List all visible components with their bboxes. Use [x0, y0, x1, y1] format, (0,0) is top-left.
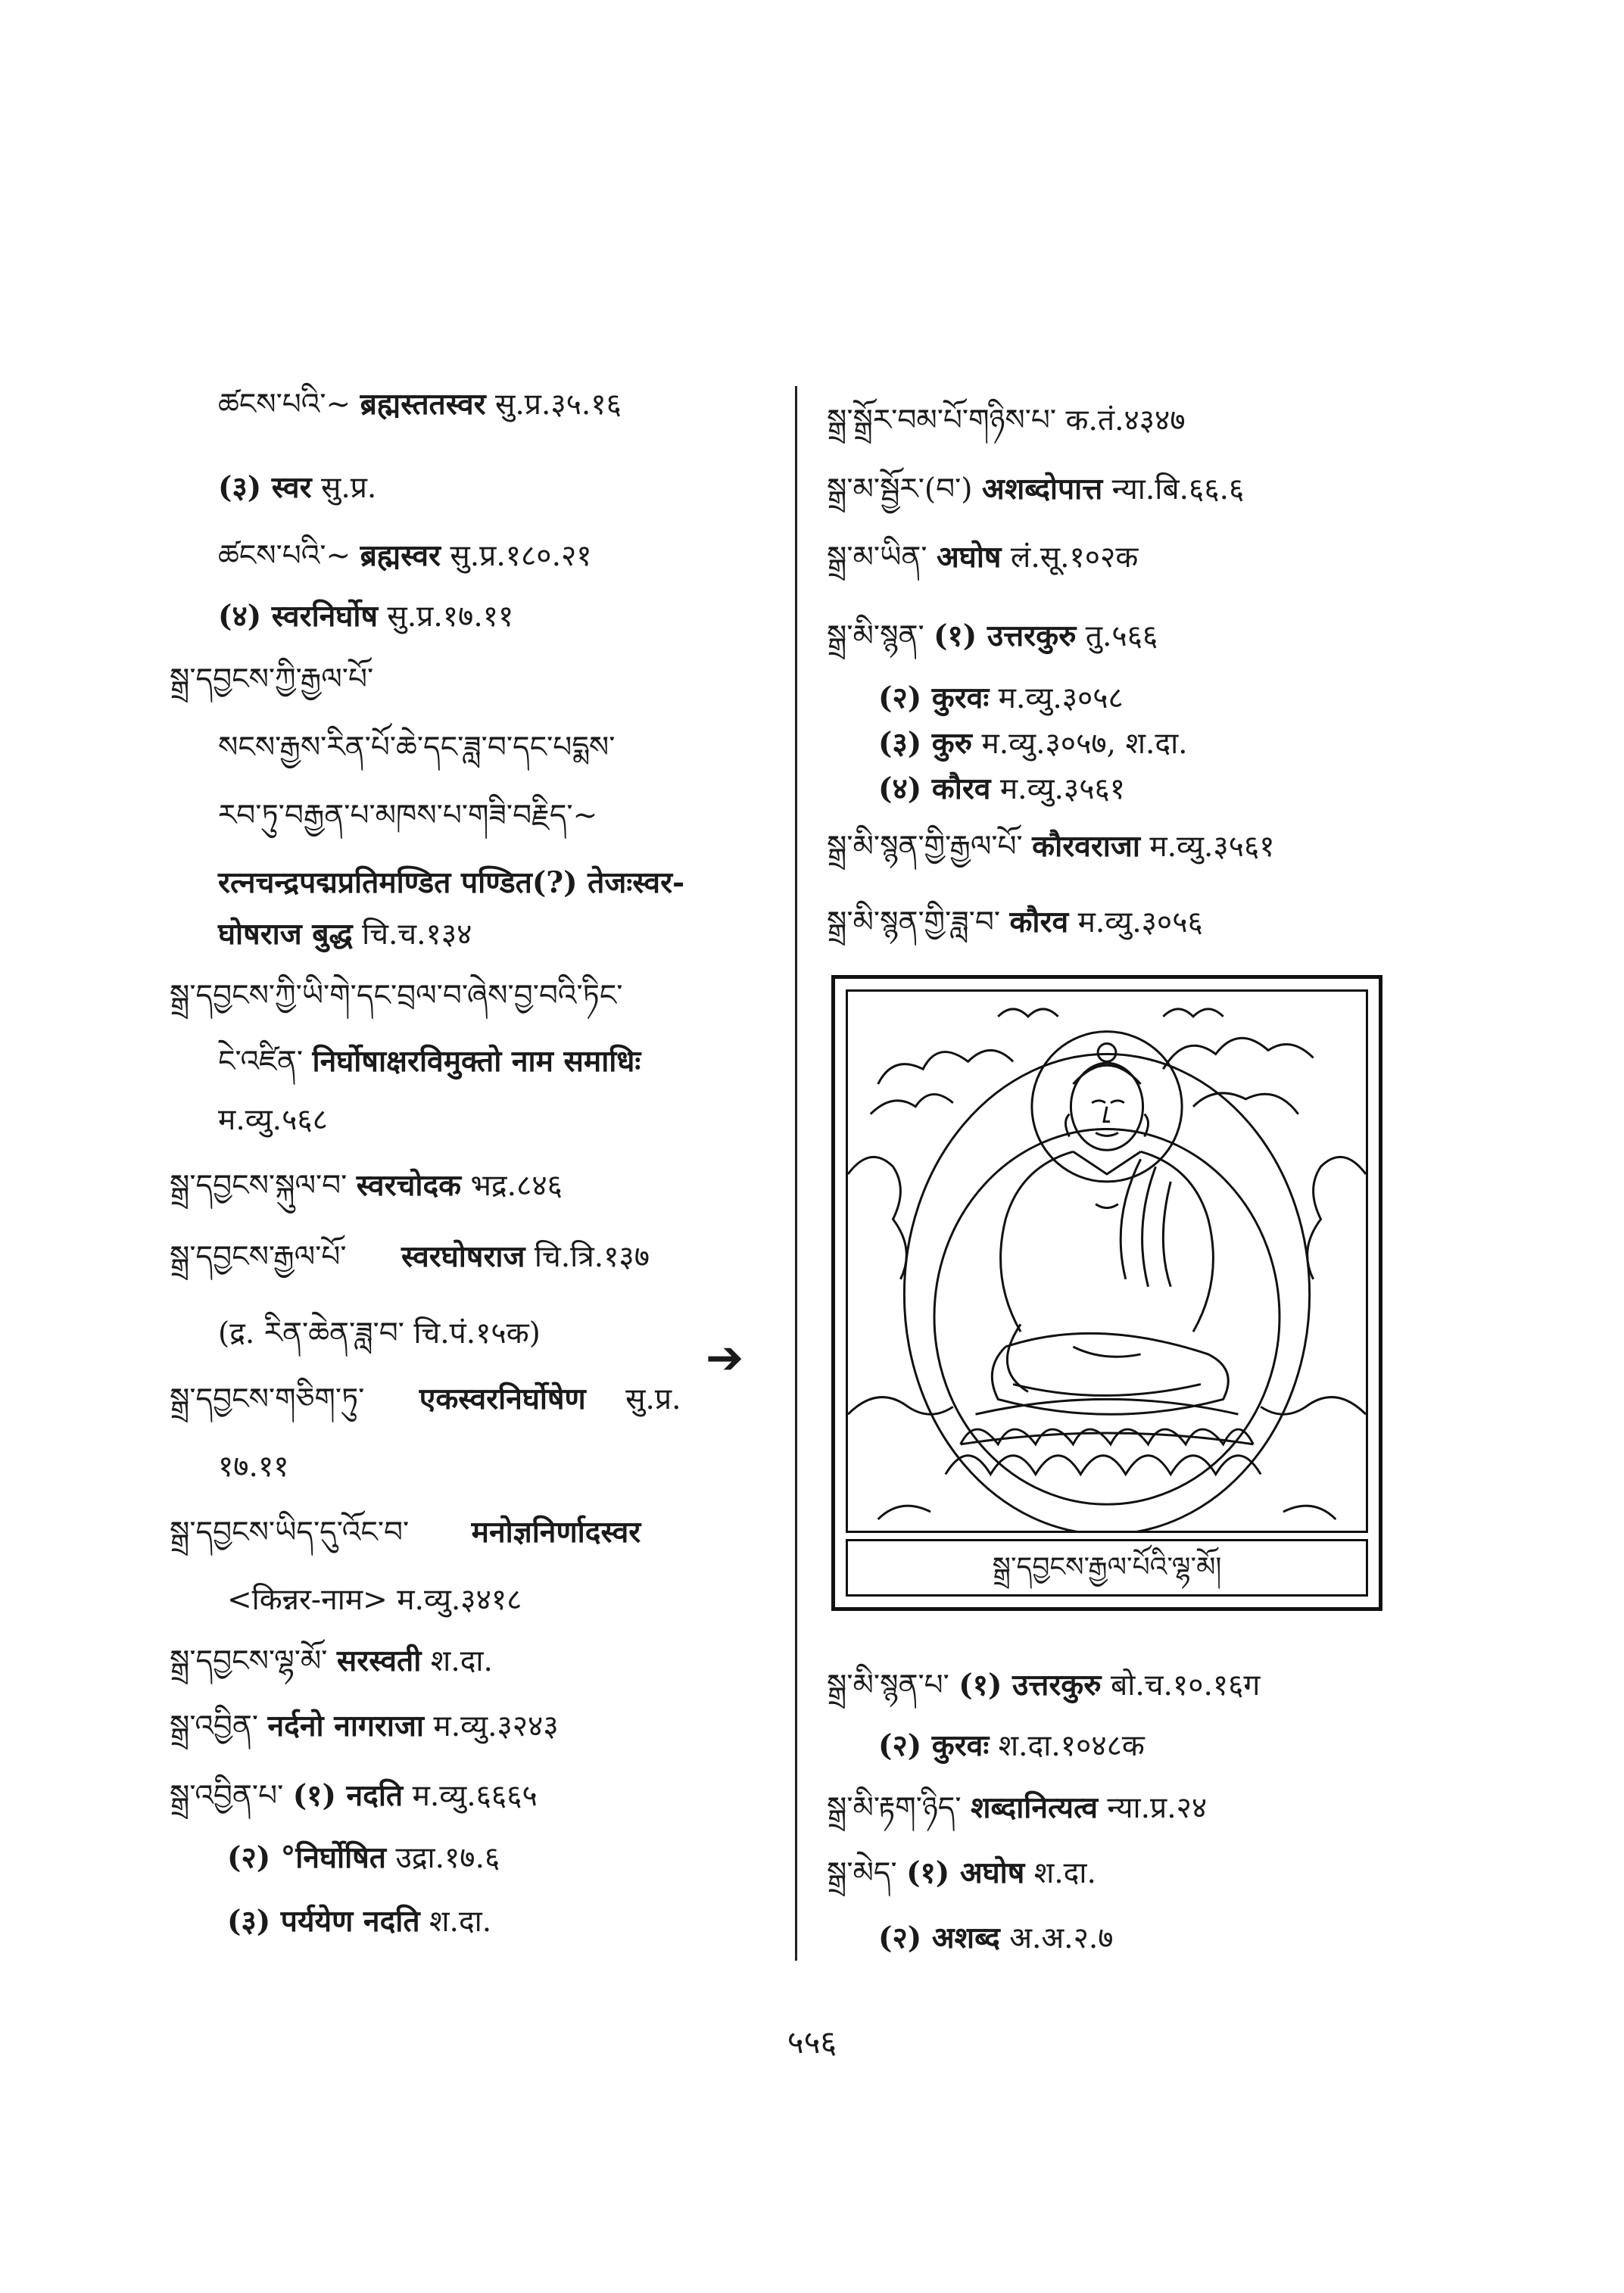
reference: क.तं.४३४७ — [1065, 403, 1186, 438]
reference: श.दा. — [430, 1644, 493, 1678]
reference: श.दा. — [1033, 1856, 1096, 1890]
reference: बो.च.१०.१६ग — [1110, 1668, 1261, 1703]
entry-line — [218, 385, 622, 425]
headword — [170, 1776, 538, 1816]
sanskrit-term: (१) अघोष — [906, 1855, 1025, 1890]
headword — [827, 469, 1244, 509]
headword — [827, 1788, 1207, 1828]
entry-line — [218, 597, 513, 637]
arrow-right-icon: ➔ — [706, 1332, 744, 1385]
reference: म.व्यु.६६६५ — [412, 1779, 538, 1813]
seated-buddha-drawing — [848, 992, 1366, 1531]
reference: चि.च.१३४ — [362, 918, 472, 952]
entry-line — [218, 1314, 541, 1354]
headword — [827, 827, 1275, 867]
entry-line — [878, 769, 1125, 809]
sanskrit-term: निर्घोषाक्षरविमुक्तो नाम समाधिः — [312, 1044, 641, 1079]
headword — [170, 1641, 493, 1681]
page-number: ५५६ — [787, 2024, 837, 2061]
illustration-frame — [846, 989, 1368, 1533]
entry-line — [227, 1838, 500, 1878]
tibetan-term: སྒྲ་འབྱིན་པ་ — [170, 1779, 284, 1813]
sanskrit-term: (१) उत्तरकुरु — [959, 1668, 1102, 1703]
buddha-illustration — [831, 975, 1382, 1611]
entry-line — [218, 863, 684, 903]
reference: तु.५६६ — [1085, 619, 1158, 653]
column-divider — [795, 386, 797, 1961]
reference: <किन्नर-नाम> म.व्यु.३४१८ — [227, 1583, 522, 1617]
tibetan-term: སྒྲ་དབྱངས་རྒྱལ་པོ་ — [170, 1240, 347, 1274]
sanskrit-term: रत्नचन्द्रपद्मप्रतिमण्डित पण्डित(?) तेजःस्वर- — [218, 865, 685, 900]
tibetan-term: སྒྲ་མ་ཡིན་ — [827, 541, 927, 575]
sanskrit-term: अघोष — [936, 540, 1002, 575]
reference: श.दा.१०४८क — [998, 1729, 1145, 1763]
entry-line — [878, 678, 1124, 718]
tibetan-term: སྒྲ་དབྱངས་སྐུལ་བ་ — [170, 1169, 348, 1203]
sanskrit-term: (३) स्वर — [218, 470, 312, 505]
tibetan-term: སྒྲ་འབྱིན་ — [170, 1709, 259, 1743]
headword — [170, 1166, 563, 1206]
sanskrit-term: (४) स्वरनिर्घोष — [218, 599, 379, 634]
reference: सु.प्र.३५.१६ — [495, 388, 622, 422]
sanskrit-term: नर्दनो नागराजा — [267, 1709, 425, 1743]
tibetan-term: སྒྲ་མེད་ — [827, 1856, 897, 1890]
sanskrit-term: एकस्वरनिर्घोषेण — [419, 1382, 586, 1416]
entry-line — [227, 1902, 491, 1942]
sanskrit-term: मनोज्ञनिर्णादस्वर — [471, 1515, 641, 1550]
sanskrit-term: (३) कुरु — [878, 726, 973, 761]
entry-line — [227, 1581, 522, 1620]
headword — [827, 401, 1186, 441]
tibetan-term: སྒྲ་མི་སྙན་གྱི་རྒྱལ་པོ་ — [827, 830, 1023, 864]
tibetan-term: སངས་རྒྱས་རིན་པོ་ཆེ་དང་ཟླ་བ་དང་པདྨས་ — [218, 731, 616, 765]
entry-line — [218, 468, 376, 508]
tibetan-term: ཚངས་པའི་~ — [218, 539, 351, 573]
headword — [827, 1853, 1096, 1893]
tibetan-term: སྒྲ་མི་སྙན་པ་ — [827, 1668, 949, 1703]
reference: भद्र.८४६ — [470, 1169, 563, 1203]
reference: सु.प्र.१८०.२१ — [450, 539, 592, 573]
entry-line — [878, 1918, 1114, 1958]
tibetan-term: སྒྲ་མ་སྦྱོར་(བ་) — [827, 472, 973, 506]
sanskrit-term: स्वरघोषराज — [401, 1239, 525, 1274]
reference: चि.पं.१५क) — [413, 1316, 541, 1351]
tibetan-term: སྒྲ་དབྱངས་ལྷ་མོ་ — [170, 1644, 328, 1678]
headword — [170, 1706, 559, 1746]
sanskrit-term: कौरव — [1009, 905, 1069, 939]
sanskrit-term: घोषराज बुद्ध — [218, 917, 353, 952]
entry-line — [218, 914, 472, 955]
entry-line — [218, 1042, 641, 1082]
headword — [170, 1379, 681, 1419]
tibetan-term: སྒྲ་དབྱངས་ཀྱི་རྒྱལ་པོ་ — [170, 662, 374, 696]
reference: म.व्यु.३२४३ — [433, 1709, 559, 1743]
sanskrit-term: कौरवराजा — [1032, 829, 1140, 864]
entry-line — [218, 1101, 328, 1140]
reference: सु.प्र. — [320, 471, 377, 505]
sanskrit-term: अशब्दोपात्त — [981, 472, 1103, 506]
tibetan-term: སྒྲ་དབྱངས་ཀྱི་ཡི་གེ་དང་བྲལ་བ་ཞེས་བྱ་བའི་ཏིང་ — [170, 979, 623, 1013]
entry-line — [218, 536, 592, 576]
sanskrit-term: (२) कुरवः — [878, 1728, 990, 1763]
sanskrit-term: शब्दानित्यत्व — [970, 1790, 1098, 1825]
reference: अ.अ.२.७ — [1009, 1921, 1114, 1955]
headword — [170, 1237, 650, 1277]
entry-line — [878, 1726, 1145, 1766]
reference: चि.त्रि.१३७ — [534, 1240, 650, 1274]
tibetan-term: སྒྲ་དབྱངས་ཡིད་དུ་འོང་བ་ — [170, 1516, 410, 1550]
reference: म.व्यु.३०५७, श.दा. — [981, 727, 1188, 761]
entry-line — [878, 724, 1188, 764]
tibetan-term: སྒྲ་མི་སྙན་ — [827, 619, 924, 653]
reference: लं.सू.१०२क — [1010, 541, 1139, 575]
entry-line — [218, 728, 615, 768]
tibetan-term: (द्र. རིན་ཆེན་ཟླ་བ་ — [218, 1316, 404, 1351]
reference: म.व्यु.५६८ — [218, 1103, 328, 1137]
headword — [170, 660, 373, 699]
sanskrit-term: (१) उत्तरकुरु — [934, 618, 1077, 653]
reference: म.व्यु.३५६१ — [999, 772, 1126, 806]
sanskrit-term: सरस्वती — [336, 1643, 422, 1678]
reference: म.व्यु.३०५६ — [1077, 905, 1203, 939]
entry-line — [218, 796, 597, 836]
reference: सु.प्र.१७.११ — [387, 600, 514, 634]
figure-caption: སྒྲ་དབྱངས་རྒྱལ་པོའི་ལྷ་མོ། — [846, 1539, 1368, 1597]
sanskrit-term: (२) कुरवः — [878, 681, 990, 715]
headword — [827, 537, 1138, 578]
headword — [170, 1513, 641, 1553]
headword — [170, 977, 623, 1016]
reference: श.दा. — [429, 1905, 492, 1939]
sanskrit-term: (२) °निर्घोषित — [227, 1840, 387, 1875]
sanskrit-term: (१) नदति — [292, 1778, 404, 1813]
headword — [827, 616, 1158, 656]
sanskrit-term: ब्रह्मस्वर — [360, 538, 441, 573]
reference: न्या.बि.६६.६ — [1111, 472, 1245, 506]
sanskrit-term: (२) अशब्द — [878, 1921, 1000, 1955]
tibetan-term: རབ་ཏུ་བརྒྱན་པ་མཁས་པ་གཟི་བརྗིད་~ — [218, 799, 598, 833]
reference: न्या.प्र.२४ — [1107, 1791, 1208, 1825]
tibetan-term: སྒྲ་དབྱངས་གཅིག་ཏུ་ — [170, 1382, 365, 1416]
tibetan-term: ཚངས་པའི་~ — [218, 388, 351, 422]
sanskrit-term: (४) कौरव — [878, 771, 991, 806]
entry-line — [218, 1447, 289, 1487]
tibetan-term: སྒྲ་མི་སྙན་གྱི་ཟླ་བ་ — [827, 905, 1001, 939]
reference: सु.प्र. — [625, 1382, 681, 1416]
tibetan-term: ངེ་འཛིན་ — [218, 1045, 304, 1079]
reference: १७.११ — [218, 1450, 289, 1484]
headword — [827, 1665, 1260, 1706]
tibetan-term: སྒྲ་སྒྲོར་བམ་པོ་གཉིས་པ་ — [827, 403, 1057, 438]
sanskrit-term: स्वरचोदक — [356, 1168, 462, 1203]
tibetan-term: སྒྲ་མི་རྟག་ཉིད་ — [827, 1791, 962, 1825]
headword — [827, 902, 1203, 942]
sanskrit-term: (३) पर्ययेण नदति — [227, 1904, 420, 1939]
reference: म.व्यु.३०५८ — [998, 681, 1124, 715]
sanskrit-term: ब्रह्मस्ततस्वर — [360, 387, 486, 422]
reference: म.व्यु.३५६१ — [1149, 830, 1275, 864]
reference: उद्रा.१७.६ — [395, 1841, 500, 1875]
